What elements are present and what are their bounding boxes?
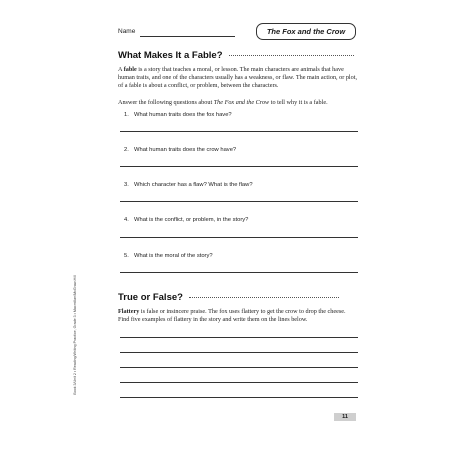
question-text: What human traits does the fox have? (134, 112, 232, 118)
fable-definition (118, 66, 358, 90)
question-text: What human traits does the crow have? (134, 147, 237, 153)
question-2 (124, 147, 236, 153)
question-text: What is the moral of the story? (134, 253, 213, 259)
flattery-line-4[interactable] (120, 382, 358, 383)
definition-term: Flattery (118, 308, 140, 315)
flattery-definition (118, 308, 358, 324)
instruction-lead: Answer the following questions about (118, 99, 214, 106)
question-number: 3. (124, 182, 129, 188)
answer-line-4[interactable] (120, 237, 358, 238)
answer-line-5[interactable] (120, 272, 358, 273)
flattery-line-3[interactable] (120, 367, 358, 368)
question-1 (124, 112, 232, 118)
flattery-line-1[interactable] (120, 337, 358, 338)
question-number: 4. (124, 217, 129, 223)
instruction-story-title: The Fox and the Crow (213, 99, 270, 106)
answer-line-2[interactable] (120, 166, 358, 167)
name-line[interactable] (140, 36, 235, 37)
page-number: 11 (334, 413, 356, 421)
definition-body: is false or insincere praise. The fox uses flattery to get the crow to drop the cheese. Find five examples of flattery in the story and write them on the lines below. (118, 308, 346, 323)
story-title: The Fox and the Crow (266, 27, 346, 36)
question-number: 2. (124, 147, 129, 153)
fable-section-heading (118, 50, 354, 61)
heading-dots (189, 297, 339, 298)
question-text: What is the conflict, or problem, in the story? (134, 217, 249, 223)
side-credit: Book 3/Unit 2 • Reading/Writing Practice, Grade 3 • Macmillan/McGraw-Hill (73, 275, 77, 395)
truefalse-section-heading (118, 292, 339, 303)
question-5 (124, 253, 213, 259)
question-number: 1. (124, 112, 129, 118)
heading-dots (229, 55, 354, 56)
flattery-line-5[interactable] (120, 397, 358, 398)
question-3 (124, 182, 253, 188)
question-4 (124, 217, 248, 223)
fable-heading-text: What Makes It a Fable? (118, 50, 223, 61)
definition-body: is a story that teaches a moral, or lesson. The main characters are animals that have human traits, and one of the characters usually has a weakness, or flaw. The main action, or plot, of a fable is about a conflict, or problem, between the characters. (118, 66, 358, 89)
truefalse-heading-text: True or False? (118, 292, 183, 303)
answer-line-3[interactable] (120, 201, 358, 202)
instruction-tail: to tell why it is a fable. (269, 99, 328, 106)
name-label: Name (118, 28, 136, 35)
flattery-line-2[interactable] (120, 352, 358, 353)
definition-lead: A (118, 66, 124, 73)
definition-term: fable (123, 66, 137, 73)
question-text: Which character has a flaw? What is the flaw? (134, 182, 253, 188)
question-number: 5. (124, 253, 129, 259)
story-title-badge (256, 23, 356, 40)
fable-instruction (118, 99, 358, 107)
name-field (118, 28, 238, 40)
answer-line-1[interactable] (120, 131, 358, 132)
